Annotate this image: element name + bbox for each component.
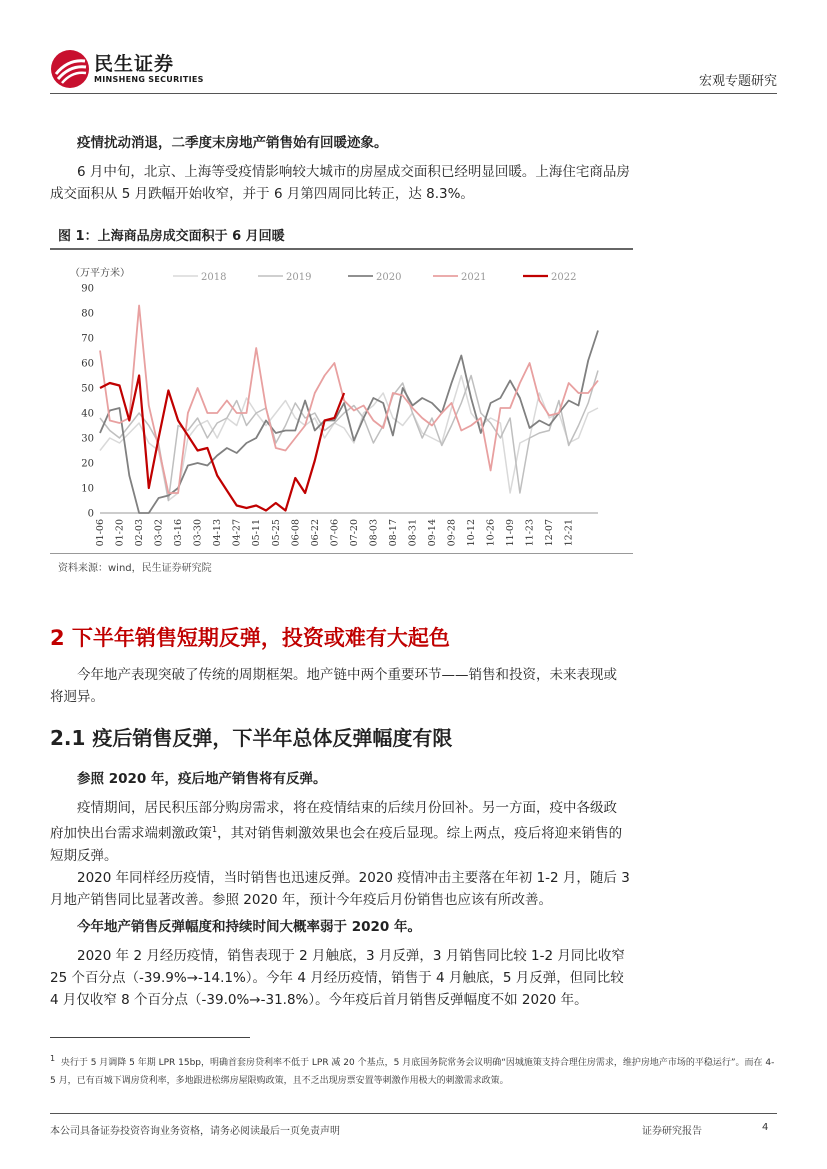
- y-tick-label: 70: [81, 333, 94, 345]
- section-2-1-paragraph-1: [50, 797, 630, 867]
- x-tick-label: 11-23: [524, 519, 536, 547]
- figure-source: 资料来源：wind，民生证券研究院: [58, 563, 212, 574]
- x-tick-label: 12-07: [544, 519, 556, 547]
- company-logo: [50, 46, 204, 92]
- x-tick-label: 08-03: [368, 519, 380, 547]
- sales-area-chart: [58, 258, 633, 550]
- section-2-1-paragraph-3: 2020 年 2 月经历疫情，销售表现于 2 月触底，3 月反弹，3 月销售同比较 1-2 月同比收窄 25 个百分点（-39.9%→-14.1%）。今年 4 月经历疫情，销售于 4 月触底，5 月反弹，但同比较 4 月仅收窄 8 个百分点（-39.0%→-31.8%）。今年疫后首月销售反弹幅度不如 2020 年。: [50, 948, 625, 1008]
- x-tick-label: 07-20: [348, 519, 360, 547]
- legend-label-2022: 2022: [551, 272, 577, 283]
- header-divider: [50, 93, 777, 94]
- x-tick-label: 11-09: [505, 519, 517, 547]
- footnote-text: 央行于 5 月调降 5 年期 LPR 15bp，明确首套房贷利率不低于 LPR 减 20 个基点，5 月底国务院常务会议明确“因城施策支持合理住房需求，维护房地产市场的平稳运行”。而在 4-5 月，已有百城下调房贷利率，多地跟进松绑房屋限购政策，且不乏出现房票安置等刺激作用极大的刺激需求政策。: [50, 1058, 775, 1086]
- y-tick-label: 80: [81, 308, 94, 320]
- section-2-heading: 2 下半年销售短期反弹，投资或难有大起色: [50, 626, 450, 650]
- x-tick-label: 09-14: [427, 519, 438, 547]
- x-tick-label: 12-21: [563, 519, 575, 547]
- chart-series: [100, 306, 598, 514]
- footer-disclaimer: 本公司具备证券投资咨询业务资格，请务必阅读最后一页免责声明: [50, 1126, 340, 1137]
- x-tick-label: 04-27: [231, 519, 243, 547]
- logo-chinese-name: 民生证券: [94, 53, 175, 75]
- x-tick-label: 03-02: [153, 519, 165, 547]
- y-tick-label: 50: [81, 383, 94, 395]
- footer-report-type: 证券研究报告: [642, 1126, 702, 1137]
- y-tick-label: 30: [81, 433, 94, 445]
- intro-lead: 疫情扰动消退，二季度末房地产销售始有回暖迹象。: [77, 135, 388, 151]
- x-tick-label: 10-26: [485, 519, 497, 547]
- chart-unit-label: （万平方米）: [70, 268, 130, 279]
- figure-top-rule: [50, 248, 633, 250]
- paragraph-1-part-b: ，其对销售刺激效果也会在疫后显现。综上两点，疫后将迎来销售的短期反弹。: [50, 825, 623, 864]
- x-tick-label: 03-30: [192, 519, 204, 547]
- section-2-1-paragraph-2: 2020 年同样经历疫情，当时销售也迅速反弹。2020 疫情冲击主要落在年初 1-2 月，随后 3 月地产销售同比显著改善。参照 2020 年，预计今年疫后月份销售也应该有所改善。: [50, 870, 630, 908]
- x-tick-label: 08-31: [407, 519, 419, 547]
- x-tick-label: 08-17: [387, 519, 399, 547]
- figure-bottom-rule: [50, 553, 633, 554]
- x-tick-label: 09-28: [446, 519, 458, 547]
- section-2-1-lead-1: 参照 2020 年，疫后地产销售将有反弹。: [77, 771, 327, 787]
- page-number: 4: [762, 1122, 769, 1133]
- legend-label-2019: 2019: [286, 272, 312, 283]
- section-2-1-heading: 2.1 疫后销售反弹，下半年总体反弹幅度有限: [50, 726, 453, 750]
- series-line-2020: [100, 331, 598, 514]
- x-tick-label: 01-20: [114, 519, 126, 547]
- figure-title: 图 1：上海商品房成交面积于 6 月回暖: [58, 229, 285, 244]
- report-section-label: 宏观专题研究: [698, 74, 777, 89]
- x-axis: [95, 519, 575, 546]
- footnote-number: 1: [50, 1054, 56, 1063]
- x-tick-label: 05-25: [270, 519, 282, 547]
- logo-mark-icon: [50, 49, 90, 89]
- x-tick-label: 01-06: [95, 519, 106, 547]
- legend-label-2021: 2021: [461, 272, 487, 283]
- footnote: [50, 1050, 778, 1090]
- x-tick-label: 06-22: [309, 519, 321, 547]
- footer-divider: [50, 1113, 777, 1114]
- y-tick-label: 40: [81, 408, 94, 420]
- section-2-1-lead-2: 今年地产销售反弹幅度和持续时间大概率弱于 2020 年。: [77, 919, 421, 935]
- x-tick-label: 02-03: [134, 519, 146, 547]
- chart-legend: [173, 272, 576, 283]
- x-tick-label: 04-13: [212, 519, 224, 547]
- footnote-ref: 1: [212, 825, 218, 834]
- paragraph-1-part-a: 疫情期间，居民积压部分购房需求，将在疫情结束的后续月份回补。另一方面，疫中各级政府加快出台需求端刺激政策: [50, 800, 617, 842]
- series-line-2021: [100, 306, 598, 494]
- y-tick-label: 60: [81, 358, 94, 370]
- legend-label-2018: 2018: [201, 272, 227, 283]
- x-tick-label: 06-08: [290, 519, 302, 547]
- series-line-2022: [100, 376, 344, 511]
- x-tick-label: 10-12: [466, 519, 478, 547]
- y-tick-label: 20: [81, 458, 94, 470]
- x-tick-label: 03-16: [173, 519, 185, 547]
- legend-label-2020: 2020: [376, 272, 402, 283]
- x-tick-label: 05-11: [251, 519, 263, 547]
- y-tick-label: 90: [81, 283, 94, 295]
- section-2-intro: 今年地产表现突破了传统的周期框架。地产链中两个重要环节——销售和投资，未来表现或将迥异。: [50, 667, 617, 705]
- intro-body: 6 月中旬，北京、上海等受疫情影响较大城市的房屋成交面积已经明显回暖。上海住宅商品房成交面积从 5 月跌幅开始收窄，并于 6 月第四周同比转正，达 8.3%。: [50, 164, 630, 202]
- series-line-2018: [100, 376, 598, 501]
- y-tick-label: 0: [87, 508, 94, 520]
- y-tick-label: 10: [81, 483, 94, 495]
- logo-english-name: MINSHENG SECURITIES: [94, 75, 204, 84]
- x-tick-label: 07-06: [329, 519, 341, 547]
- footnote-divider: [50, 1037, 250, 1038]
